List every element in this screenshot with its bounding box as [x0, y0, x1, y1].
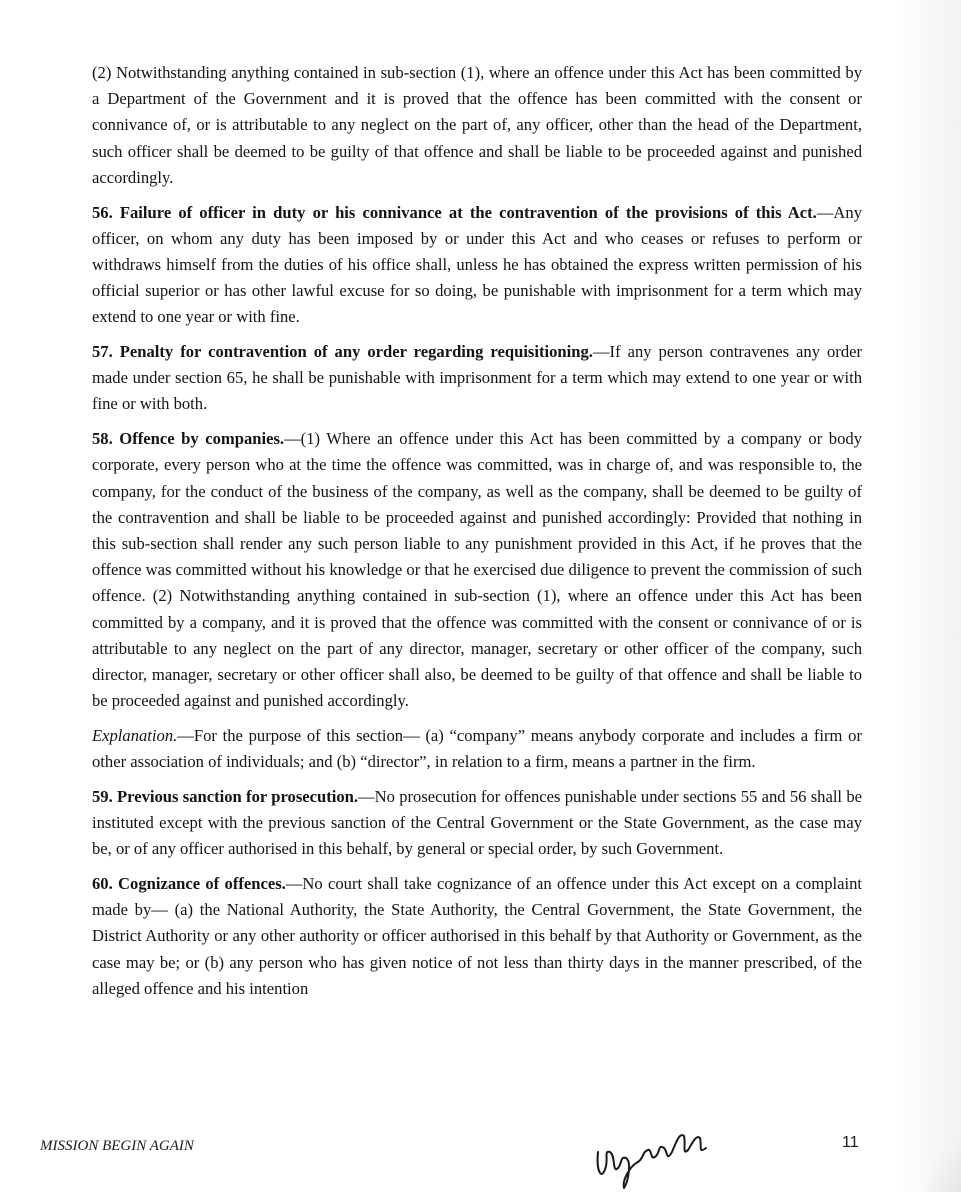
paragraph-text: (2) Notwithstanding anything contained in sub-section (1), where an offence under this Act has been committed by a Department of the Government and it is proved that the offence has been committed with the consent or connivance of, or is attributable to any neglect on the part of, any officer, other than the head of the Department, such officer shall be deemed to be guilty of that offence and shall be liable to be proceeded against and punished accordingly. [92, 63, 862, 187]
page-body [92, 60, 862, 1010]
paragraph-section-55-2 [92, 60, 862, 191]
signature-image [588, 1122, 718, 1190]
section-60-text: —No court shall take cognizance of an offence under this Act except on a complaint made by— (a) the National Authority, the State Authority, the Central Government, the State Government, the District Authority or any other authority or officer authorised in this behalf by that Authority or Government, as the case may be; or (b) any person who has given notice of not less than thirty days in the manner prescribed, of the alleged offence and his intention [92, 873, 863, 998]
section-60-heading: 60. Cognizance of offences. [92, 873, 286, 893]
section-58-text: —(1) Where an offence under this Act has been committed by a company or body corporate, every person who at the time the offence was committed, was in charge of, and was responsible to, the company, for the conduct of the business of the company, as well as the company, shall be deemed to be guilty of the contravention and shall be liable to be proceeded against and punished accordingly: Provided that nothing in this sub-section shall render any such person liable to any punishment provided in this Act, if he proves that the offence was committed without his knowledge or that he exercised due diligence to prevent the commission of such offence. (2) Notwithstanding anything contained in sub-section (1), where an offence under this Act has been committed by a company, and it is proved that the offence was committed with the consent or connivance of or is attributable to any neglect on the part of any director, manager, secretary or other officer of the company, such director, manager, secretary or other officer shall also, be deemed to be guilty of that offence and shall be liable to be proceeded against and punished accordingly. [92, 429, 862, 711]
section-58-heading: 58. Offence by companies. [92, 429, 285, 449]
section-57-text: —If any person contravenes any order made under section 65, he shall be punishable with imprisonment for a term which may extend to one year or with fine or with both. [92, 342, 863, 414]
footer-mission-text: MISSION BEGIN AGAIN [40, 1138, 194, 1154]
section-57 [92, 339, 862, 418]
section-56-text: —Any officer, on whom any duty has been imposed by or under this Act and who ceases or refuses to perform or withdraws himself from the duties of his office shall, unless he has obtained the express written permission of his official superior or has other lawful excuse for so doing, be punishable with imprisonment for a term which may extend to one year or with fine. [92, 202, 862, 327]
explanation [92, 723, 862, 775]
section-56 [92, 200, 862, 331]
section-59 [92, 784, 862, 863]
section-60 [92, 871, 862, 1002]
explanation-label: Explanation. [92, 725, 178, 745]
explanation-text: —For the purpose of this section— (a) “company” means anybody corporate and includes a firm or other association of individuals; and (b) “director”, in relation to a firm, means a partner in the firm. [92, 725, 862, 772]
section-57-heading: 57. Penalty for contravention of any order regarding requisitioning. [92, 342, 593, 362]
section-59-text: —No prosecution for offences punishable under sections 55 and 56 shall be instituted except with the previous sanction of the Central Government or the State Government, as the case may be, or of any officer authorised in this behalf, by general or special order, by such Government. [92, 786, 862, 859]
page-curl [901, 1122, 961, 1192]
section-56-heading: 56. Failure of officer in duty or his connivance at the contravention of the provisions of this Act. [92, 202, 817, 222]
section-59-heading: 59. Previous sanction for prosecution. [92, 786, 359, 806]
section-58 [92, 426, 862, 714]
page-number: 11 [842, 1134, 859, 1151]
